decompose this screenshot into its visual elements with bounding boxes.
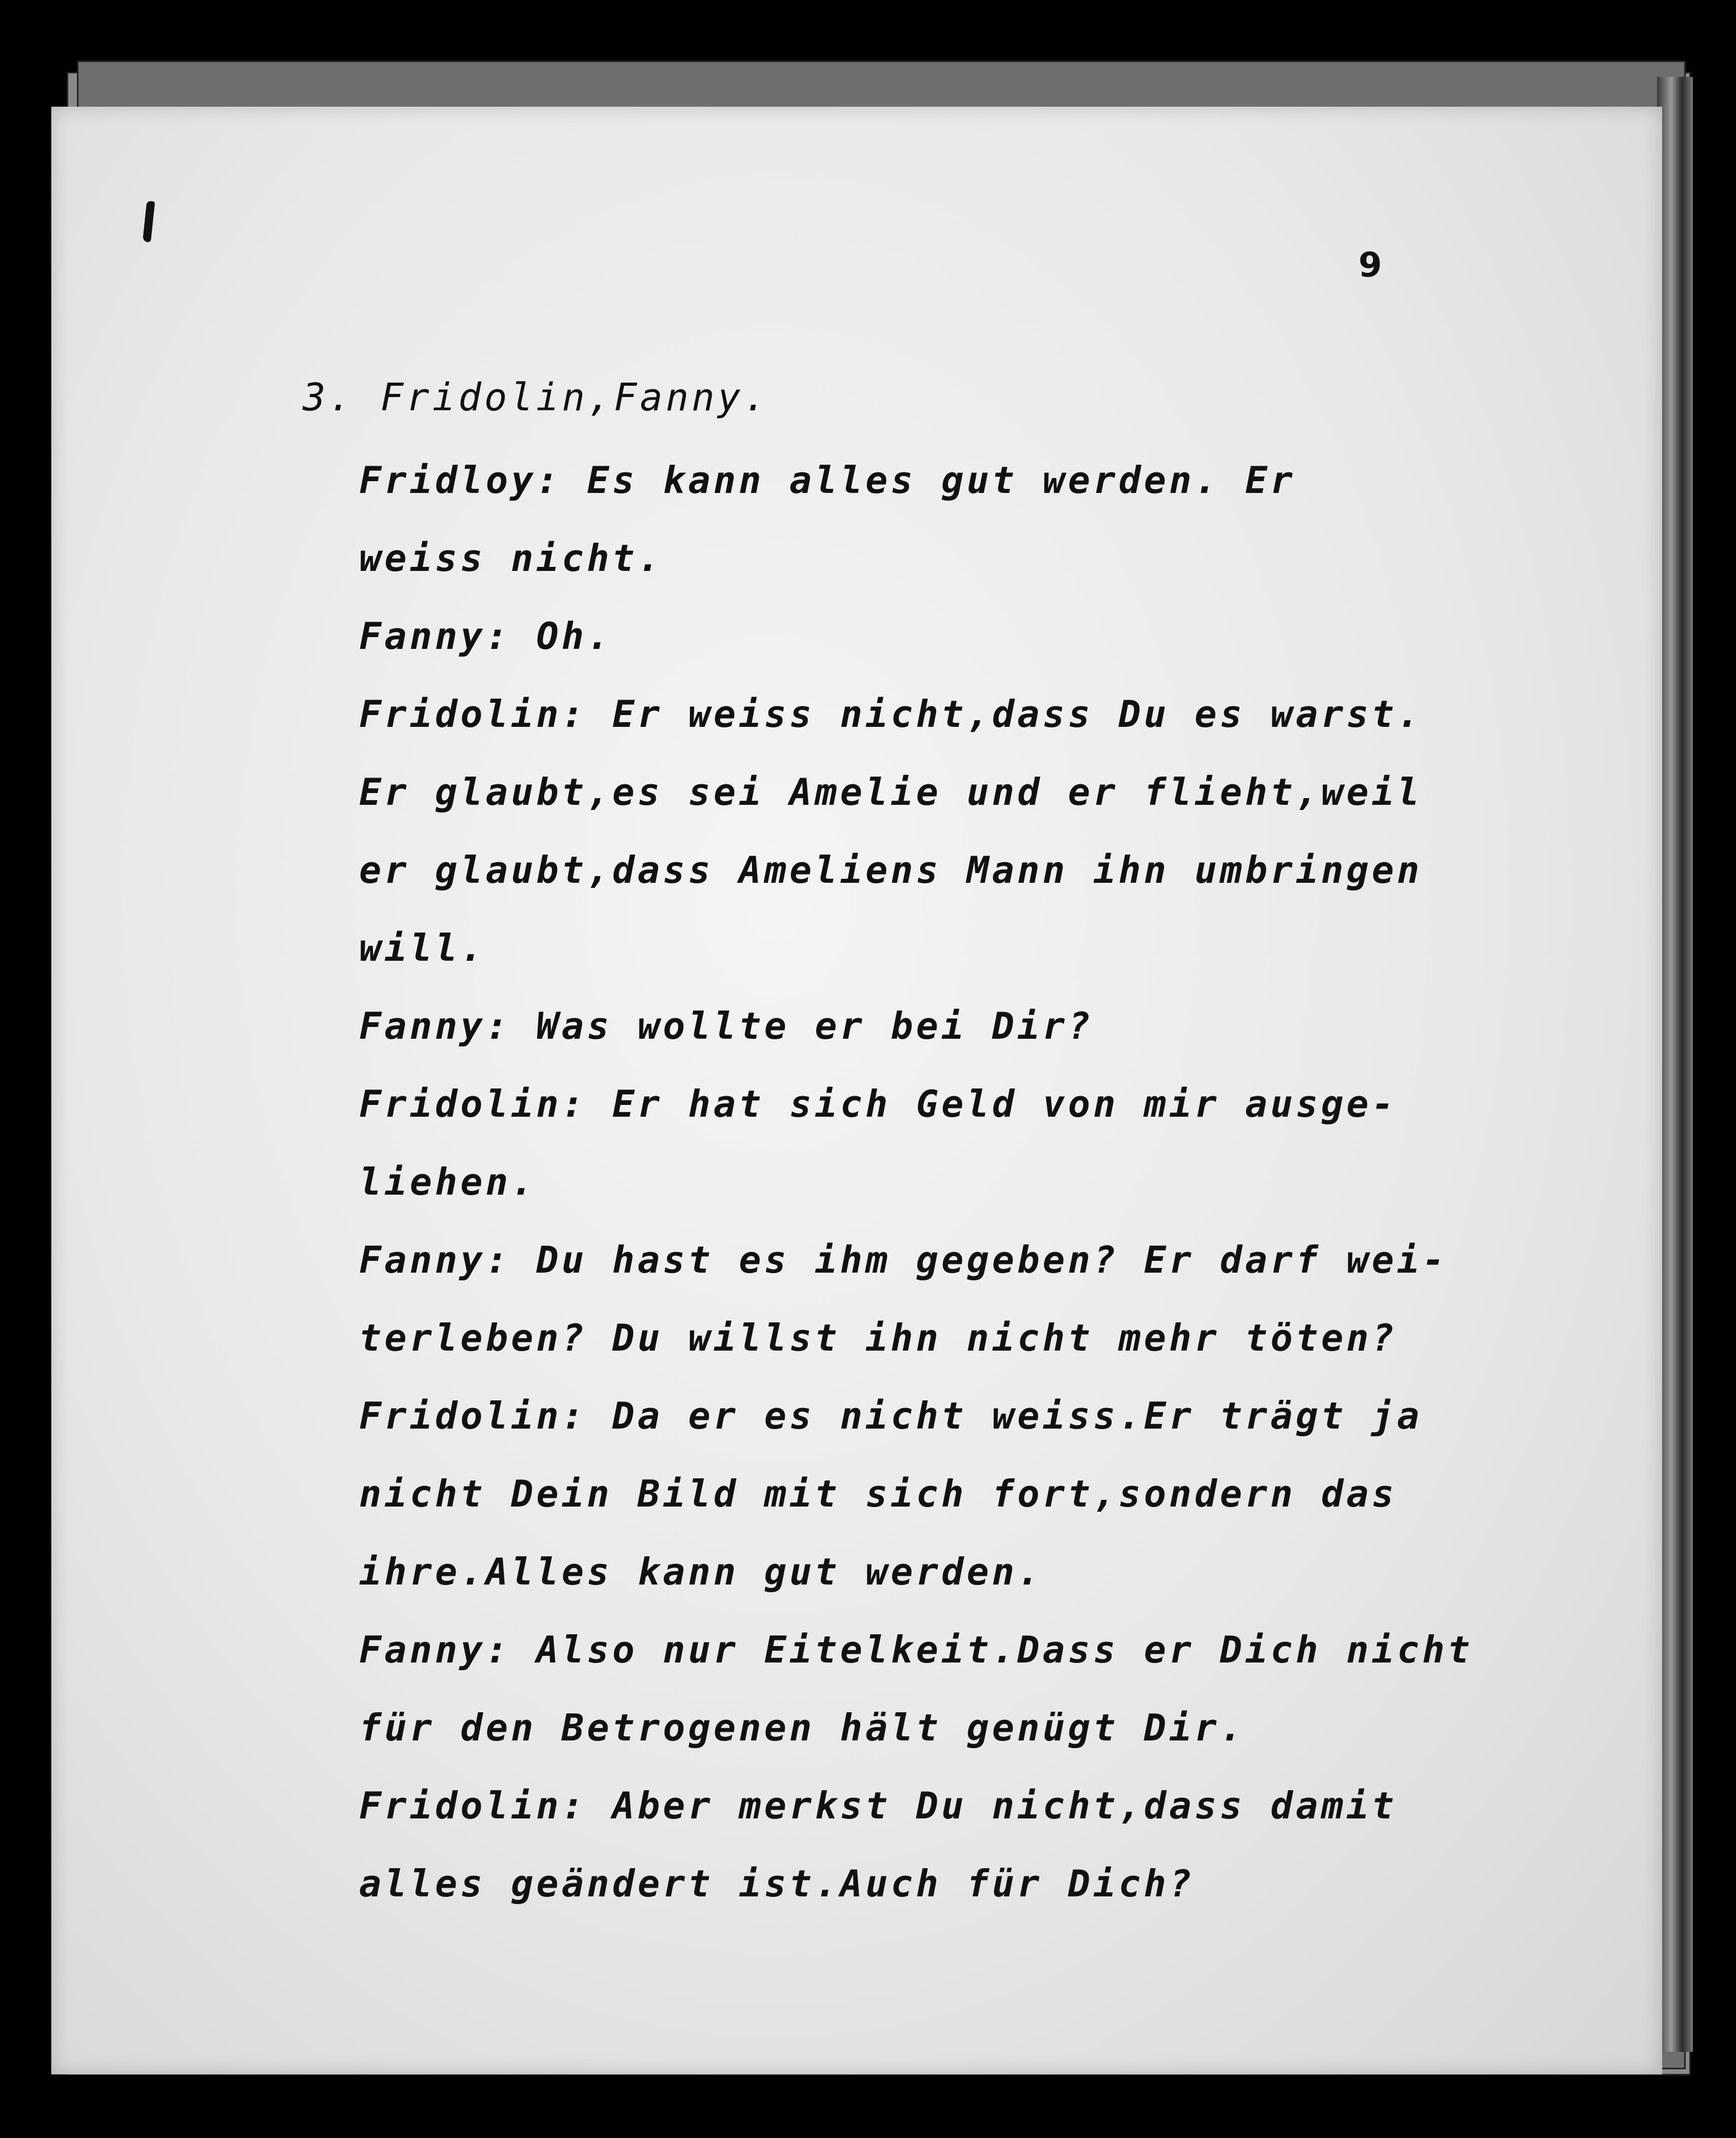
script-line: nicht Dein Bild mit sich fort,sondern das [359, 1472, 1397, 1515]
script-line: alles geändert ist.Auch für Dich? [359, 1862, 1195, 1905]
script-line: Fridolin: Er weiss nicht,dass Du es warst. [359, 692, 1423, 736]
script-line: Fanny: Also nur Eitelkeit.Dass er Dich nicht [359, 1628, 1473, 1671]
script-line: weiss nicht. [359, 537, 663, 580]
script-line: ihre.Alles kann gut werden. [359, 1550, 1043, 1593]
script-line: Fridolin: Da er es nicht weiss.Er trägt ja [359, 1394, 1423, 1437]
script-line: Fridolin: Aber merkst Du nicht,dass damit [359, 1784, 1397, 1827]
script-line: will. [359, 926, 486, 969]
script-line: Er glaubt,es sei Amelie und er flieht,weil [359, 770, 1423, 814]
page-number: 9 [1358, 245, 1382, 285]
script-line: terleben? Du willst ihn nicht mehr töten? [359, 1316, 1397, 1359]
script-line: Fridloy: Es kann alles gut werden. Er [359, 459, 1296, 502]
script-line: Fridolin: Er hat sich Geld von mir ausge- [359, 1082, 1397, 1125]
script-line: Fanny: Oh. [359, 615, 613, 658]
script-dialogue [359, 441, 1488, 1923]
script-line: liehen. [359, 1160, 537, 1203]
script-line: Fanny: Du hast es ihm gegeben? Er darf wei- [359, 1238, 1448, 1281]
script-line: er glaubt,dass Ameliens Mann ihn umbringen [359, 848, 1423, 892]
scene-heading: 3. Fridolin,Fanny. [303, 375, 770, 420]
page-stack-edge [1657, 77, 1693, 2052]
script-line: für den Betrogenen hält genügt Dir. [359, 1706, 1246, 1749]
script-line: Fanny: Was wollte er bei Dir? [359, 1004, 1094, 1047]
